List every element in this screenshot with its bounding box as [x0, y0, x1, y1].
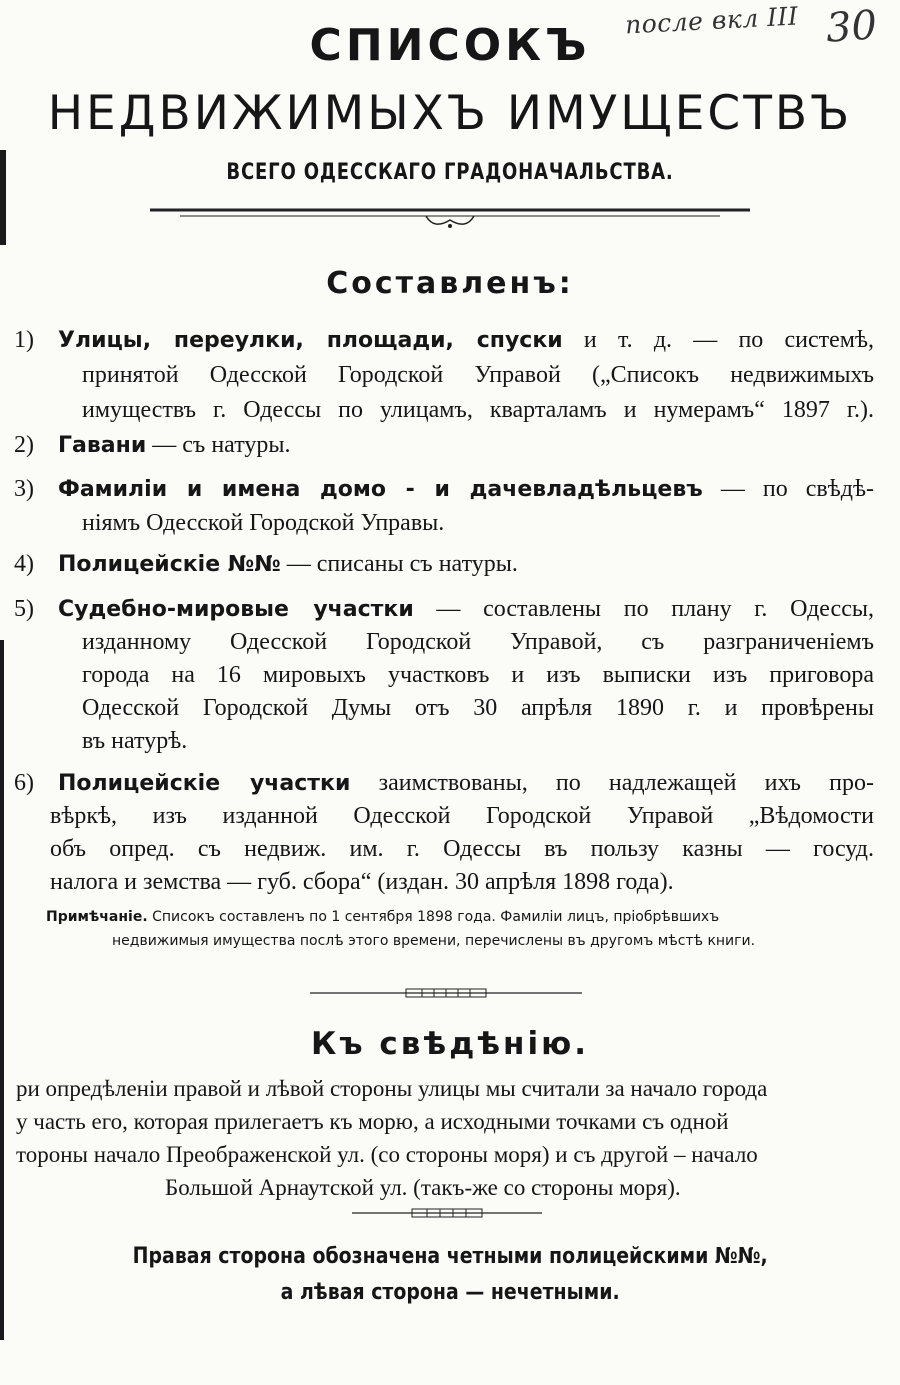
item-text: изданному Одесской Городской Управой, съ разграниченіемъ: [82, 629, 874, 655]
note-label: Примѣчаніе.: [46, 909, 148, 925]
title-line-3: ВСЕГО ОДЕССКАГО ГРАДОНАЧАЛЬСТВА.: [226, 160, 674, 185]
info-line: у часть его, которая прилегаетъ къ морю, а исходными точками съ одной: [16, 1109, 729, 1134]
item-text: Одесской Городской Думы отъ 30 апрѣля 1890 г. и провѣрены: [82, 695, 874, 721]
title-line-1: СПИСОКЪ: [309, 20, 591, 71]
info-line: тороны начало Преображенской ул. (со стороны моря) и съ другой – начало: [16, 1142, 758, 1167]
item-bold: Судебно-мировые участки: [58, 597, 414, 622]
ornament-divider: [352, 1206, 542, 1220]
item-bold: Гавани: [58, 433, 147, 458]
ornament-divider: [150, 200, 750, 236]
ornament-divider: [310, 986, 582, 1000]
item-bold: Полицейскіе участки: [58, 771, 351, 796]
note-text: Списокъ составленъ по 1 сентября 1898 года. Фамиліи лицъ, пріобрѣвшихъ: [147, 909, 720, 925]
item-number: 3): [14, 476, 34, 502]
composed-heading: Составленъ:: [326, 266, 574, 301]
item-text: имуществъ г. Одессы по улицамъ, кварталамъ и нумерамъ“ 1897 г.).: [82, 397, 874, 423]
item-text: заимствованы, по надлежащей ихъ про-: [350, 770, 874, 796]
item-text: и т. д. — по системѣ,: [562, 327, 874, 353]
item-text: принятой Одесской Городской Управой („Списокъ недвижимыхъ: [82, 362, 874, 388]
item-bold: Полицейскіе №№: [58, 552, 281, 577]
item-bold: Фамиліи и имена домо - и дачевладѣльцевъ: [58, 477, 703, 502]
item-number: 1): [14, 327, 34, 353]
item-text: — по свѣдѣ-: [702, 476, 875, 502]
info-line: ри опредѣленіи правой и лѣвой стороны улицы мы считали за начало города: [16, 1076, 768, 1101]
scan-edge: [0, 640, 4, 1340]
handwritten-page-number: 30: [824, 2, 879, 52]
item-number: 5): [14, 596, 34, 622]
item-number: 2): [14, 432, 34, 458]
handwritten-note: после вкл III: [624, 1, 799, 40]
title-line-2: НЕДВИЖИМЫХЪ ИМУЩЕСТВЪ: [47, 86, 853, 141]
item-text: — составлены по плану г. Одессы,: [413, 596, 874, 622]
item-number: 6): [14, 770, 34, 796]
info-line: Большой Арнаутской ул. (такъ-же со стороны моря).: [165, 1175, 681, 1200]
final-note-line-1: [0, 1244, 900, 1269]
item-text: налога и земства — губ. сбора“ (издан. 30 апрѣля 1898 года).: [50, 869, 674, 895]
item-text: — списаны съ натуры.: [280, 551, 518, 577]
scan-edge: [0, 150, 6, 245]
item-text: города на 16 мировыхъ участковъ и изъ выписки изъ приговора: [82, 662, 874, 688]
item-text: въ натурѣ.: [82, 728, 188, 754]
item-text: ніямъ Одесской Городской Управы.: [82, 510, 445, 536]
item-bold: Улицы, переулки, площади, спуски: [58, 328, 563, 353]
info-heading: Къ свѣдѣнію.: [310, 1026, 590, 1062]
item-text: — съ натуры.: [146, 432, 291, 458]
note-text: недвижимыя имущества послѣ этого времени, перечислены въ другомъ мѣстѣ книги.: [112, 933, 756, 949]
final-note-line-2: [0, 1280, 900, 1305]
final-text: Правая сторона обозначена четными полицейскими №№,: [132, 1244, 768, 1269]
item-number: 4): [14, 551, 34, 577]
final-text: а лѣвая сторона — нечетными.: [280, 1280, 620, 1305]
item-text: вѣркѣ, изъ изданной Одесской Городской Управой „Вѣдомости: [50, 803, 874, 829]
item-text: объ опред. съ недвиж. им. г. Одессы въ пользу казны — госуд.: [50, 836, 874, 862]
